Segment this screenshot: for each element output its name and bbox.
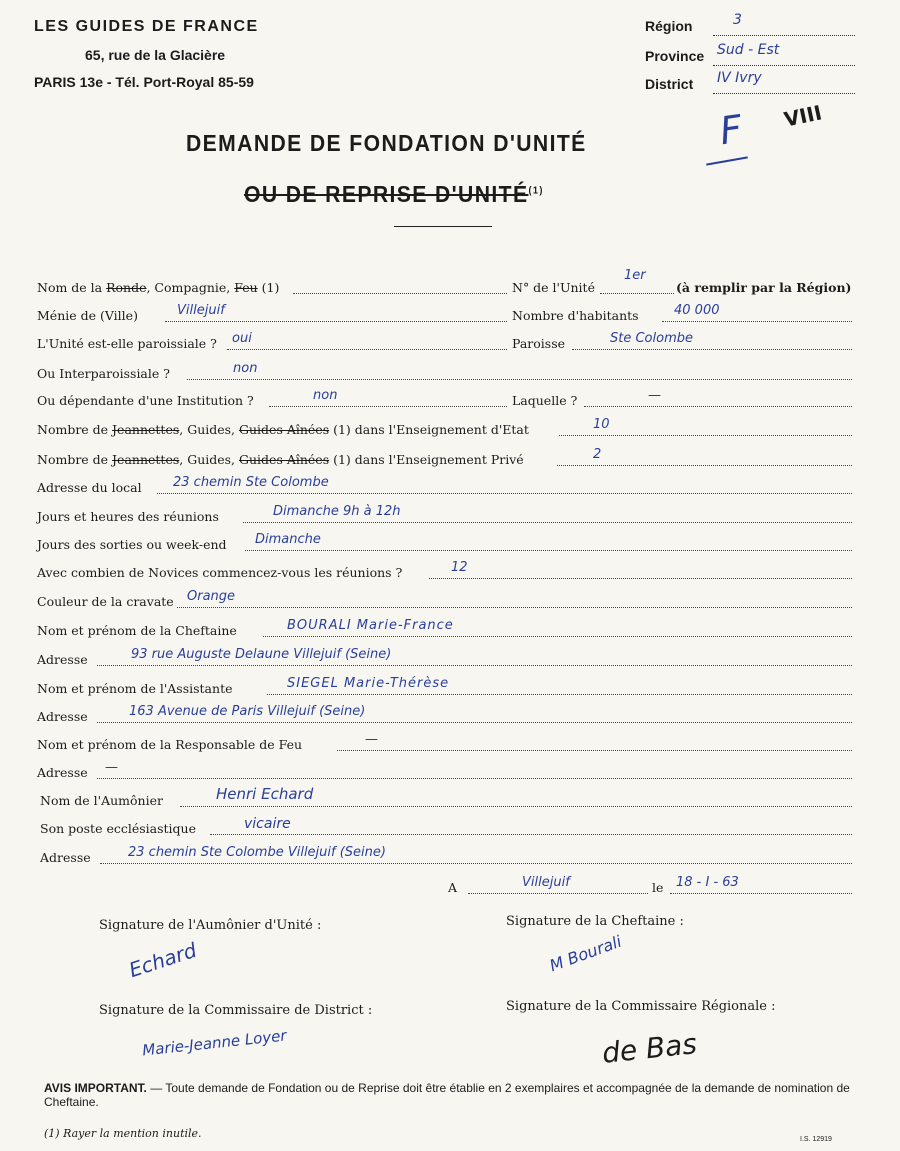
laquelle-label: Laquelle ? <box>512 393 578 408</box>
interparoissiale-label: Ou Interparoissiale ? <box>37 366 170 381</box>
subtitle-note: (1) <box>528 185 544 197</box>
aumonier-adresse-label: Adresse <box>40 850 91 865</box>
institution-field <box>37 388 507 411</box>
sorties-label: Jours des sorties ou week-end <box>37 537 227 552</box>
cheftaine-adresse-field <box>37 647 852 670</box>
district-value[interactable]: IV Ivry <box>717 70 762 86</box>
sorties-line[interactable] <box>245 550 852 551</box>
cravate-label: Couleur de la cravate <box>37 594 174 609</box>
aumonier-signature[interactable]: Echard <box>125 937 200 983</box>
nom-unite-field <box>37 280 507 298</box>
org-address: 65, rue de la Glacière <box>85 47 226 63</box>
annotation-roman: VIII <box>781 100 824 132</box>
poste-value[interactable]: vicaire <box>244 816 291 832</box>
adresse-local-value[interactable]: 23 chemin Ste Colombe <box>173 475 329 490</box>
habitants-line[interactable] <box>662 321 852 322</box>
nombre-prive-line[interactable] <box>557 465 852 466</box>
novices-line[interactable] <box>429 578 852 579</box>
cheftaine-adresse-line[interactable] <box>97 665 852 666</box>
date-value[interactable]: 18 - I - 63 <box>676 875 739 890</box>
novices-label: Avec combien de Novices commencez-vous les réunions ? <box>37 565 403 580</box>
poste-field <box>40 816 852 839</box>
district-line <box>713 93 855 94</box>
cheftaine-line[interactable] <box>263 636 852 637</box>
paroisse-field <box>512 331 852 354</box>
date-field <box>652 875 852 898</box>
nb-prive-suffix: (1) dans l'Enseignement Privé <box>329 452 524 467</box>
commissaire-regionale-signature[interactable]: de Bas <box>600 1027 699 1070</box>
menie-line[interactable] <box>165 321 507 322</box>
adresse-local-label: Adresse du local <box>37 480 142 495</box>
novices-value[interactable]: 12 <box>451 560 468 575</box>
nombre-prive-label <box>37 452 524 467</box>
cheftaine-adresse-label: Adresse <box>37 652 88 667</box>
subtitle-struck-text: OU DE REPRISE D'UNITÉ <box>244 181 529 207</box>
aumonier-adresse-field <box>40 845 852 868</box>
menie-label: Ménie de (Ville) <box>37 308 138 323</box>
nombre-etat-field <box>37 417 852 440</box>
notice-heading: AVIS IMPORTANT. <box>44 1081 147 1095</box>
annotation-letter: F <box>717 106 745 154</box>
paroisse-line[interactable] <box>572 349 852 350</box>
resp-feu-adresse-line[interactable] <box>97 778 852 779</box>
date-line[interactable] <box>670 893 852 894</box>
cravate-value[interactable]: Orange <box>187 589 236 604</box>
aumonier-signature-label: Signature de l'Aumônier d'Unité : <box>99 918 322 933</box>
interparoissiale-field <box>37 361 852 384</box>
cheftaine-signature-label: Signature de la Cheftaine : <box>506 914 684 929</box>
commissaire-district-signature[interactable]: Marie-Jeanne Loyer <box>141 1026 288 1060</box>
laquelle-line[interactable] <box>584 406 852 407</box>
adresse-local-field <box>37 475 852 498</box>
institution-label: Ou dépendante d'une Institution ? <box>37 393 254 408</box>
institution-line[interactable] <box>269 406 507 407</box>
assistante-adresse-label: Adresse <box>37 709 88 724</box>
org-city-phone: PARIS 13e - Tél. Port-Royal 85-59 <box>34 74 254 90</box>
nom-unite-label <box>37 280 279 295</box>
resp-feu-adresse-label: Adresse <box>37 765 88 780</box>
title-rule <box>394 226 492 227</box>
poste-label: Son poste ecclésiastique <box>40 821 196 836</box>
assistante-adresse-line[interactable] <box>97 722 852 723</box>
novices-field <box>37 560 852 583</box>
org-name: LES GUIDES DE FRANCE <box>34 18 259 35</box>
province-line <box>713 65 855 66</box>
cravate-line[interactable] <box>177 607 852 608</box>
cheftaine-label: Nom et prénom de la Cheftaine <box>37 623 237 638</box>
annotation-underline <box>706 156 748 165</box>
important-notice <box>44 1081 864 1109</box>
paroissiale-label: L'Unité est-elle paroissiale ? <box>37 336 217 351</box>
no-unite-suffix: (à remplir par la Région) <box>676 280 852 295</box>
aumonier-label: Nom de l'Aumônier <box>40 793 163 808</box>
province-label: Province <box>645 48 705 64</box>
aumonier-field <box>40 785 852 811</box>
district-row <box>645 70 855 96</box>
poste-line[interactable] <box>210 834 852 835</box>
aumonier-adresse-line[interactable] <box>100 863 852 864</box>
jours-reunions-line[interactable] <box>243 522 852 523</box>
no-unite-line[interactable] <box>600 293 674 294</box>
nom-compagnie: , Compagnie, <box>146 280 235 295</box>
cheftaine-adresse-value[interactable]: 93 rue Auguste Delaune Villejuif (Seine) <box>131 647 392 662</box>
no-unite-field <box>512 268 852 298</box>
place-label: A <box>448 880 458 895</box>
paroissiale-value[interactable]: oui <box>232 331 252 346</box>
place-value[interactable]: Villejuif <box>522 875 570 890</box>
nom-note: (1) <box>257 280 280 295</box>
adresse-local-line[interactable] <box>157 493 852 494</box>
region-value[interactable]: 3 <box>733 12 742 28</box>
assistante-adresse-value[interactable]: 163 Avenue de Paris Villejuif (Seine) <box>129 704 366 719</box>
region-label: Région <box>645 18 693 34</box>
interparoissiale-line[interactable] <box>187 379 852 380</box>
jours-reunions-value[interactable]: Dimanche 9h à 12h <box>273 504 401 519</box>
footnote: (1) Rayer la mention inutile. <box>44 1127 202 1140</box>
cheftaine-signature[interactable]: M Bourali <box>547 931 625 976</box>
province-value[interactable]: Sud - Est <box>717 42 780 58</box>
assistante-line[interactable] <box>267 694 852 695</box>
jours-reunions-field <box>37 504 852 527</box>
nom-ronde-struck: Ronde <box>106 280 147 295</box>
no-unite-label: N° de l'Unité <box>512 280 595 295</box>
resp-feu-value[interactable]: — <box>365 732 378 747</box>
form-title: DEMANDE DE FONDATION D'UNITÉ <box>186 130 587 156</box>
commissaire-district-signature-label: Signature de la Commissaire de District : <box>99 1003 373 1018</box>
assistante-field <box>37 676 852 699</box>
paroisse-label: Paroisse <box>512 336 566 351</box>
form-subtitle-struck <box>244 181 544 208</box>
laquelle-value[interactable]: — <box>648 388 661 403</box>
form-code: I.S. 12919 <box>800 1136 832 1143</box>
aumonier-value[interactable]: Henri Echard <box>216 785 314 803</box>
nb-etat-ainees-struck: Guides Aînées <box>239 422 330 437</box>
nb-prive-ainees-struck: Guides Aînées <box>239 452 330 467</box>
laquelle-field <box>512 388 852 411</box>
region-row <box>645 12 855 38</box>
habitants-value[interactable]: 40 000 <box>674 303 720 318</box>
resp-feu-line[interactable] <box>337 750 852 751</box>
commissaire-regionale-signature-label: Signature de la Commissaire Régionale : <box>506 999 776 1014</box>
district-label: District <box>645 76 694 92</box>
region-line <box>713 35 855 36</box>
assistante-adresse-field <box>37 704 852 727</box>
place-line[interactable] <box>468 893 648 894</box>
habitants-field <box>512 303 852 326</box>
notice-text: — Toute demande de Fondation ou de Reprise doit être établie en 2 exemplaires et accompagnée de la demande de nomination de Cheftaine. <box>44 1081 850 1109</box>
resp-feu-adresse-value[interactable]: — <box>105 760 118 775</box>
nom-prefix: Nom de la <box>37 280 107 295</box>
resp-feu-label: Nom et prénom de la Responsable de Feu <box>37 737 303 752</box>
nb-etat-guides: , Guides, <box>179 422 240 437</box>
paroissiale-line[interactable] <box>227 349 507 350</box>
aumonier-line[interactable] <box>180 806 852 807</box>
nb-prive-jeannettes-struck: Jeannettes <box>112 452 180 467</box>
assistante-value[interactable]: SIEGEL Marie-Thérèse <box>287 676 450 691</box>
menie-field <box>37 303 507 326</box>
nombre-prive-value[interactable]: 2 <box>593 447 602 462</box>
resp-feu-adresse-field <box>37 760 852 783</box>
nombre-prive-field <box>37 447 852 470</box>
place-field <box>448 875 648 898</box>
nb-etat-prefix: Nombre de <box>37 422 113 437</box>
paroisse-value[interactable]: Ste Colombe <box>610 331 693 346</box>
cheftaine-value[interactable]: BOURALI Marie-France <box>287 618 454 633</box>
jours-reunions-label: Jours et heures des réunions <box>37 509 219 524</box>
nom-unite-line[interactable] <box>293 293 507 294</box>
institution-value[interactable]: non <box>313 388 338 403</box>
sorties-value[interactable]: Dimanche <box>255 532 321 547</box>
province-row <box>645 42 855 68</box>
interparoissiale-value[interactable]: non <box>233 361 258 376</box>
nb-etat-jeannettes-struck: Jeannettes <box>112 422 180 437</box>
habitants-label: Nombre d'habitants <box>512 308 639 323</box>
date-label: le <box>652 880 664 895</box>
nombre-etat-value[interactable]: 10 <box>593 417 610 432</box>
aumonier-adresse-value[interactable]: 23 chemin Ste Colombe Villejuif (Seine) <box>128 845 386 860</box>
nombre-etat-label <box>37 422 529 437</box>
no-unite-value[interactable]: 1er <box>624 268 646 283</box>
nombre-etat-line[interactable] <box>559 435 852 436</box>
assistante-label: Nom et prénom de l'Assistante <box>37 681 233 696</box>
cheftaine-field <box>37 618 852 641</box>
paroissiale-field <box>37 331 507 354</box>
resp-feu-field <box>37 732 852 755</box>
menie-value[interactable]: Villejuif <box>177 303 225 318</box>
cravate-field <box>37 589 852 612</box>
nom-feu-struck: Feu <box>234 280 258 295</box>
nb-prive-guides: , Guides, <box>179 452 240 467</box>
nb-etat-suffix: (1) dans l'Enseignement d'Etat <box>329 422 529 437</box>
nb-prive-prefix: Nombre de <box>37 452 113 467</box>
sorties-field <box>37 532 852 555</box>
